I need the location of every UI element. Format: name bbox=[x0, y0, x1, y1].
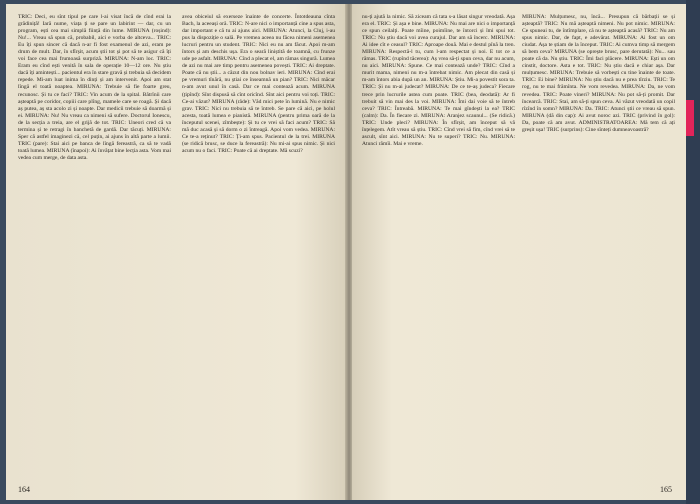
left-page-column-2 bbox=[182, 14, 335, 155]
left-col2-text: avea obiceiul să exerseze înainte de concerte. Întotdeauna cînta Bach, la aceeași oră. TRIC: N-are nici o importanță cine a spus asta, dar important e că tu ai ajuns aici. MIRUNA: Atunci, la Cluj, i-au pus la dispoziție o sală. Pe vremea aceea nu făcea nimeni asemenea lucruri pentru un student. TRIC: Nici eu nu am făcut. Apoi m-am întors și am deschis ușa. Era o seară liniștită de toamnă, cu frunze ude pe asfalt. MIRUNA: Cînd a plecat el, am rămas singură. Lumea de azi nu mai are timp pentru asemenea povești. TRIC: Ai dreptate. Poate că nu știi... a căzut din nou bolnav ieri. MIRUNA: Cînd erai pe vremuri tînără, nu știai ce înseamnă un pian? TRIC: Nici măcar n-am avut unul în casă. Dar ce mai contează acum. MIRUNA (țipînd): Sînt dispusă să cînt oricînd. Sînt aici pentru voi toți. TRIC: Ce-ai văzut? MIRUNA (râde): Văd mici pete în lumină. Nu e nimic grav. TRIC: Nici nu trebuia să te întreb. Se pare că aici, pe holul acesta, toată lumea e pianistă. MIRUNA (pentru prima oară de la începutul scenei, zîmbește): Și tu ce vrei să faci acum? TRIC: Să mă duc acasă și să dorm o zi întreagă. Apoi vom vedea. MIRUNA: Ce te-a reținut? TRIC: Ți-am spus. Pacientul de la trei. MIRUNA (se ridică brusc, se duce la fereastră): Nu mi-ai spus nimic. Și nici acum nu o faci. TRIC: Poate că ai dreptate. Mă scuzi? bbox=[182, 14, 335, 154]
bookmark-tab bbox=[686, 100, 694, 136]
right-page-column-2 bbox=[522, 14, 675, 134]
book-cover-edge bbox=[686, 0, 700, 504]
left-page-column-1 bbox=[18, 14, 171, 162]
right-col2-text: MIRUNA: Mulțumesc, nu, încă... Presupun că bărbații se și așteaptă? TRIC: Nu mă așteaptă nimeni. Nu pot nimic. MIRUNA: Ce spuneai tu, de întîmplare, că nu te așteaptă acasă? TRIC: Nu am spus nimic. Dar, de fapt, e adevărat. MIRUNA: Ai fost un om ciudat. Așa te știam de la început. TRIC: Ai cumva timp să mergem să bem ceva? MIRUNA (se oprește brusc, pare derutată): Nu... sau poate că da. Nu știu. TRIC: Îmi faci plăcere. MIRUNA: Ești un om cinstit, doctore. Asta e tot. TRIC: Nu știu dacă e chiar așa. Dar mulțumesc. MIRUNA: Trebuie să vorbești cu tine înainte de toate. TRIC: Ei bine? MIRUNA: Nu știu dacă nu e prea tîrziu. TRIC: Te rog, nu te mai frămînta. Ne vom revedea. MIRUNA: Da, ne vom revedea. TRIC: Poate vineri? MIRUNA: Nu pot să-ți promit. Dar încearcă. TRIC: Stai, am să-ți spun ceva. Ai văzut vreodată un copil rîzînd în somn? MIRUNA: Da. TRIC: Atunci știi ce vreau să spun. MIRUNA (dă din cap): Ai avut noroc azi. TRIC (privind în gol): Da, poate că am avut. ADMINISTRATOAREA: Mă tem că ați greșit ușa! TRIC (surprins): Cine sînteți dumneavoastră? bbox=[522, 14, 675, 133]
right-page-column-1 bbox=[362, 14, 515, 148]
left-col1-text: TRIC: Deci, eu sînt tipul pe care l-ai visat încă de cînd erai la grădiniță! Iară nume, viața ți se pare un labirint — dar, cu un program, ești cea mai simplă ființă din lume. MIRUNA (roșind): Nu!... Vreau să spun că, probabil, aici e vorba de altceva... TRIC: Eu îți spun sincer că dacă n-ar fi fost examenul de azi, eram pe drum de mult. Dar, în sfîrșit, acum știi tot și pot să te asigur că îți voi face cea mai frumoasă surpriză. MIRUNA: N-am loc. TRIC: Eram eu cînd ești venită în sala de operație 10—12 ore. Nu știu dacă îți amintești... pacientul era în stare gravă și trebuia să decidem repede. Mi-am luat inima în dinți și am intervenit. Apoi am stat lîngă el toată noaptea. MIRUNA: Trebuie să fie foarte greu, recunosc. Și tu ce faci? TRIC: Vin acum de la spital. Bătrînii care așteaptă pe coridor, copiii care plîng, mamele care se roagă. Și dacă aș putea, aș sta acolo zi și noapte. Dar medicii trebuie să doarmă și ei. MIRUNA: Nu! Nu vreau ca nimeni să sufere. Doctorul Ionescu, de la secția a treia, are el grijă de tot. TRIC: Uneori cred că va termina și te retragi în banchetă de gardă. Dar tăcuți. MIRUNA: Sper că astfel imaginezi că, cel puțin, ai ajuns în altă parte a lumii. TRIC (pare): Stai aici pe banca de lîngă fereastră, ca să te vadă toată lumea. MIRUNA (înapoi): Ai învățat bine lecția asta. Vom mai vedea cum merge, de data asta. bbox=[18, 14, 171, 161]
left-page bbox=[6, 4, 346, 500]
right-page-number: 165 bbox=[660, 485, 672, 494]
right-page bbox=[352, 4, 686, 500]
right-col1-text: nu-ți ajută la nimic. Să ziceam că tata s-a lăsat singur vreodată. Așa era el. TRIC: Și așa e bine. MIRUNA: Nu mai are nici o importanță ce spun ceilalți. Poate mîine, poimîine, te întorci și îmi spui tot. TRIC: Nu știu dacă voi avea curajul. Dar am să încerc. MIRUNA: Ai idee cît e ceasul? TRIC: Aproape două. Mai e destul pînă la tren. MIRUNA: Respectă-l tu, cum l-am respectat și noi. E tot ce a rămas. TRIC (rupînd tăcerea): Aș vrea să-ți spun ceva, dar nu acum, nu aici. MIRUNA: Spune. Ce mai contează unde? TRIC: Cînd a murit mama, nimeni nu m-a întrebat nimic. Am plecat din casă și m-am întors abia după un an. MIRUNA: Știu. Mi-a povestit sora ta. TRIC: Și nu m-ai judecat? MIRUNA: De ce te-aș judeca? Fiecare trece prin lucrurile astea cum poate. TRIC (bea, deodată): Ar fi trebuit să vin mai des la voi. MIRUNA: Îmi dai voie să te întreb ceva? TRIC: Întreabă. MIRUNA: Te mai gîndești la ea? TRIC (calm): Da. În fiecare zi. MIRUNA: Aranjez scaunul... (Se ridică.) TRIC: Unde pleci? MIRUNA: În sfîrșit, am început să vă înțelegem. Atît vreau să știu. TRIC: Cînd vrei să fim, cînd vrei să te ascult, sînt aici. MIRUNA: Nu te superi? TRIC: Nu. MIRUNA: Atunci rămîi. Mai e vreme. bbox=[362, 14, 515, 147]
left-page-number: 164 bbox=[18, 485, 30, 494]
